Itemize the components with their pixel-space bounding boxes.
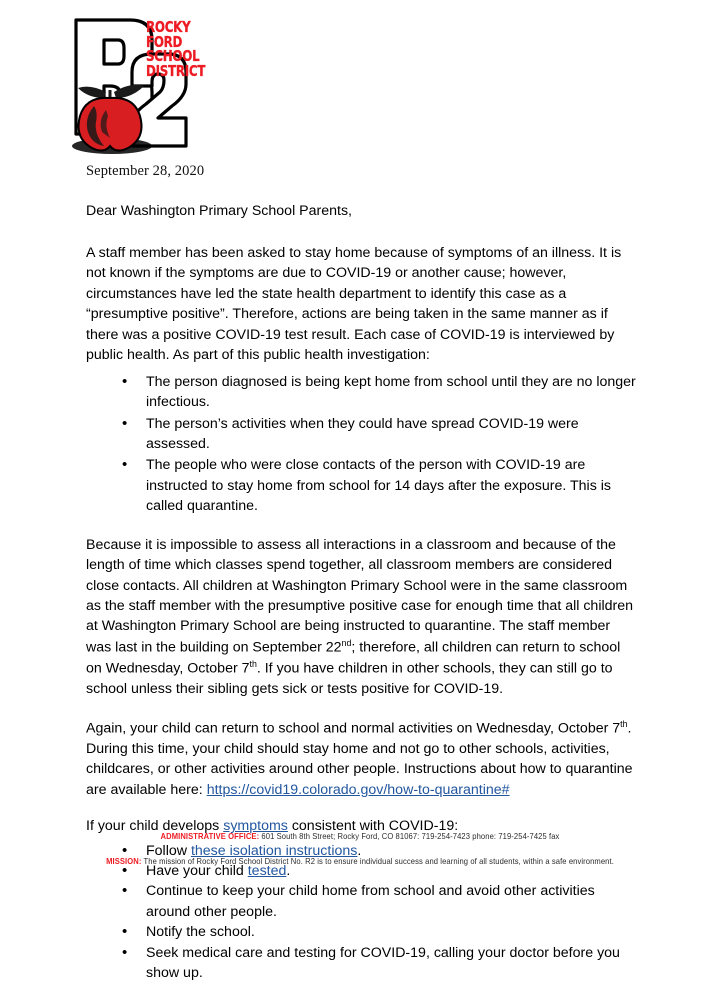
ordinal-suffix-7th: th — [249, 659, 257, 670]
paragraph-return — [86, 718, 638, 800]
letter-salutation: Dear Washington Primary School Parents, — [86, 203, 352, 219]
logo-word-4: DISTRICT — [146, 62, 206, 81]
isolation-instructions-link[interactable]: these isolation instructions — [190, 842, 358, 859]
paragraph-classroom — [86, 535, 638, 700]
paragraph-intro: A staff member has been asked to stay home because of symptoms of an illness. It is not known if the symptoms are due to COVID-19 or another cause; however, circumstances have led the state health department to identify this case as a “presumptive positive”. Therefore, actions are being taken in the same manner as if there was a positive COVID-19 test result. Each case of COVID-19 is interviewed by public health. As part of this public health investigation: — [86, 245, 622, 364]
symptoms-intro-part1: If your child develops — [86, 818, 224, 835]
footer-office-label: ADMINISTRATIVE OFFICE: — [160, 831, 260, 842]
list-item: • Notify the school. — [122, 922, 638, 942]
list-item-text: Follow — [146, 842, 191, 859]
footer-mission-line — [0, 857, 720, 867]
paragraph-return-part2: . During this time, your child should stay home and not go to other schools, activities, childcares, or other activities around other people. Instructions about how to quarantine are available here: — [86, 720, 633, 798]
paragraph-return-part1: Again, your child can return to school and normal activities on Wednesday, October 7 — [86, 720, 621, 737]
bullet-list-investigation — [86, 372, 638, 517]
symptoms-intro-part2: consistent with COVID-19: — [287, 818, 459, 835]
list-item: • The person diagnosed is being kept home from school until they are no longer infectious. — [122, 372, 638, 413]
logo-wordmark — [146, 20, 212, 79]
district-logo — [34, 6, 214, 156]
symptoms-link[interactable]: symptoms — [223, 818, 288, 835]
paragraph-classroom-part2: ; therefore, all children can return to school on Wednesday, October 7 — [86, 639, 621, 677]
ordinal-suffix-22nd: nd — [341, 637, 352, 648]
apple-icon — [79, 98, 142, 151]
letter-date: September 28, 2020 — [86, 163, 205, 179]
footer-office-line — [0, 832, 720, 842]
letter-body — [86, 163, 638, 994]
logo-word-1: ROCKY — [146, 18, 191, 36]
list-item-suffix: . — [286, 863, 291, 880]
list-item: • Continue to keep your child home from school and avoid other activities around other people. — [122, 881, 638, 922]
footer-mission-text: The mission of Rocky Ford School District No. R2 is to ensure individual success and learning of all students, within a safe environment. — [141, 856, 614, 867]
page-footer — [0, 832, 720, 867]
paragraph-classroom-part1: Because it is impossible to assess all interactions in a classroom and because of the length of time which classes spend together, all classroom members are considered close contacts. All children at Washington Primary School were in the same classroom as the staff member with the presumptive positive case for enough time that all children at Washington Primary School are being instructed to quarantine. The staff member was last in the building on September 22 — [86, 536, 634, 656]
footer-mission-label: MISSION: — [106, 856, 142, 867]
list-item: • The person’s activities when they could have spread COVID-19 were assessed. — [122, 414, 638, 455]
list-item: • The people who were close contacts of the person with COVID-19 are instructed to stay home from school for 14 days after the exposure. This is called quarantine. — [122, 455, 638, 516]
list-item: • Seek medical care and testing for COVID-19, calling your doctor before you show up. — [122, 943, 638, 984]
paragraph-classroom-part3: . If you have children in other schools, they can still go to school unless their sibling gets sick or tests positive for COVID-19. — [86, 660, 613, 698]
footer-office-text: 601 South 8th Street; Rocky Ford, CO 81067: 719-254-7423 phone: 719-254-7425 fax — [259, 831, 560, 842]
list-item-suffix: . — [357, 842, 362, 859]
quarantine-instructions-link[interactable]: https://covid19.colorado.gov/how-to-quarantine# — [206, 781, 510, 798]
logo-word-2: FORD — [146, 32, 183, 51]
tested-link[interactable]: tested — [247, 863, 287, 880]
ordinal-suffix-7th-2: th — [620, 718, 628, 729]
list-item-text: Have your child — [146, 863, 248, 880]
logo-word-3: SCHOOL — [146, 47, 200, 66]
